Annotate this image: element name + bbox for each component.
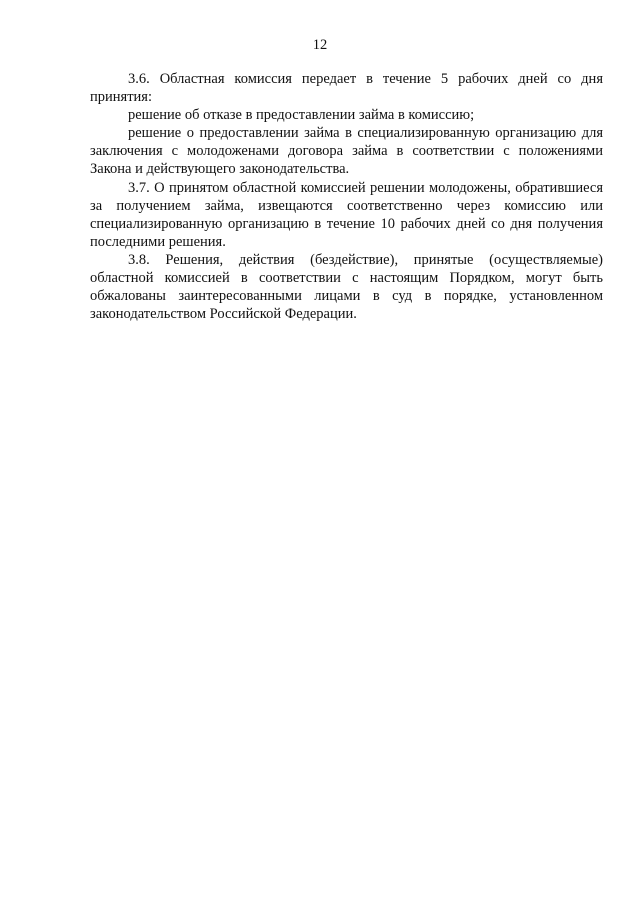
paragraph-3-7: 3.7. О принятом областной комиссией решении молодожены, обратившиеся за получением займа, извещаются соответственно через комиссию или специализированную организацию в течение 10 рабочих дней со дня получения последними решения. [90, 179, 603, 250]
paragraph-3-8: 3.8. Решения, действия (бездействие), принятые (осуществляемые) областной комиссией в соответствии с настоящим Порядком, могут быть обжалованы заинтересованными лицами в суд в порядке, установленном законодательством Российской Федерации. [90, 251, 603, 323]
paragraph-3-6-refusal: решение об отказе в предоставлении займа в комиссию; [128, 107, 475, 124]
page-number: 12 [312, 37, 328, 53]
paragraph-3-6: 3.6. Областная комиссия передает в течение 5 рабочих дней со дня принятия: [90, 71, 603, 106]
document-body [90, 70, 603, 323]
paragraph-3-6-approval: решение о предоставлении займа в специализированную организацию для заключения с молодоженами договора займа в соответствии с положениями Закона и действующего законодательства. [90, 125, 603, 178]
